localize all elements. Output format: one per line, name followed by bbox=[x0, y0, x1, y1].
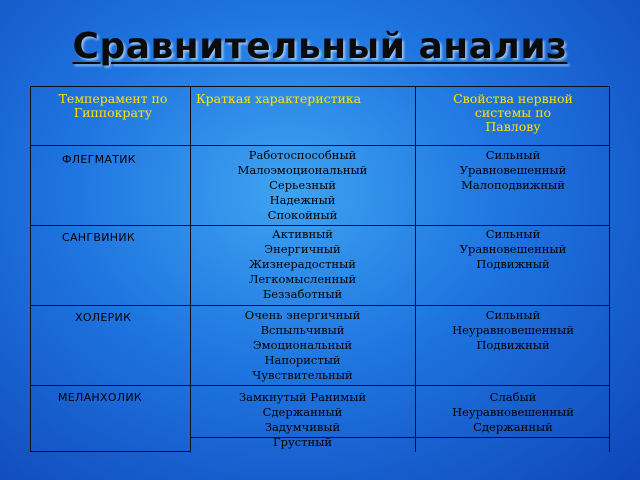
header-text: Темперамент по bbox=[58, 91, 168, 106]
property: Малоподвижный bbox=[461, 178, 565, 192]
trait: Серьезный bbox=[269, 178, 336, 192]
traits-list bbox=[210, 308, 395, 383]
trait: Чувствительный bbox=[252, 368, 353, 382]
property: Сильный bbox=[485, 148, 541, 162]
properties-list bbox=[418, 148, 608, 193]
trait: Спокойный bbox=[267, 208, 338, 222]
traits-list bbox=[210, 390, 395, 450]
table-line bbox=[30, 451, 190, 452]
trait: Легкомысленный bbox=[248, 272, 357, 286]
table-line bbox=[30, 145, 610, 146]
trait: Напористый bbox=[264, 353, 341, 367]
property: Неуравновешенный bbox=[452, 323, 574, 337]
trait: Вспыльчивый bbox=[260, 323, 345, 337]
table-line bbox=[30, 86, 31, 452]
header-text: системы по bbox=[474, 105, 552, 120]
trait: Задумчивый bbox=[264, 420, 341, 434]
trait: Грустный bbox=[272, 435, 333, 449]
temperament-name: ФЛЕГМАТИК bbox=[62, 153, 136, 166]
trait: Энергичный bbox=[264, 242, 341, 256]
table-line bbox=[30, 225, 610, 226]
trait: Беззаботный bbox=[262, 287, 343, 301]
header-characteristics bbox=[196, 92, 416, 106]
trait: Очень энергичный bbox=[244, 308, 361, 322]
trait: Активный bbox=[272, 227, 333, 241]
property: Подвижный bbox=[476, 257, 550, 271]
property: Слабый bbox=[489, 390, 537, 404]
property: Подвижный bbox=[476, 338, 550, 352]
header-text: Гиппократу bbox=[73, 105, 153, 120]
property: Уравновешенный bbox=[459, 163, 567, 177]
properties-list bbox=[418, 390, 608, 435]
trait: Работоспособный bbox=[248, 148, 357, 162]
property: Уравновешенный bbox=[459, 242, 567, 256]
property: Сдержанный bbox=[473, 420, 553, 434]
header-text: Павлову bbox=[485, 119, 541, 134]
properties-list bbox=[418, 308, 608, 353]
header-nervous-system bbox=[418, 92, 608, 134]
table-line bbox=[190, 86, 191, 452]
table-line bbox=[609, 86, 610, 452]
header-temperament bbox=[38, 92, 188, 120]
trait: Жизнерадостный bbox=[249, 257, 356, 271]
trait: Сдержанный bbox=[262, 405, 343, 419]
property: Сильный bbox=[485, 227, 541, 241]
table-line bbox=[415, 86, 416, 452]
page-title: Сравнительный анализ bbox=[72, 26, 568, 67]
trait: Замкнутый Ранимый bbox=[238, 390, 367, 404]
temperament-name: САНГВИНИК bbox=[62, 231, 135, 244]
traits-list bbox=[210, 148, 395, 223]
temperament-name: МЕЛАНХОЛИК bbox=[58, 391, 143, 404]
table-line bbox=[30, 305, 610, 306]
property: Неуравновешенный bbox=[452, 405, 574, 419]
trait: Малоэмоциональный bbox=[237, 163, 368, 177]
header-text: Свойства нервной bbox=[453, 91, 573, 106]
trait: Надежный bbox=[269, 193, 336, 207]
table-line bbox=[30, 86, 610, 87]
table-line bbox=[30, 385, 610, 386]
header-text: Краткая характеристика bbox=[196, 91, 362, 106]
trait: Эмоциональный bbox=[252, 338, 353, 352]
properties-list bbox=[418, 227, 608, 272]
temperament-name: ХОЛЕРИК bbox=[75, 311, 132, 324]
property: Сильный bbox=[485, 308, 541, 322]
traits-list bbox=[210, 227, 395, 302]
